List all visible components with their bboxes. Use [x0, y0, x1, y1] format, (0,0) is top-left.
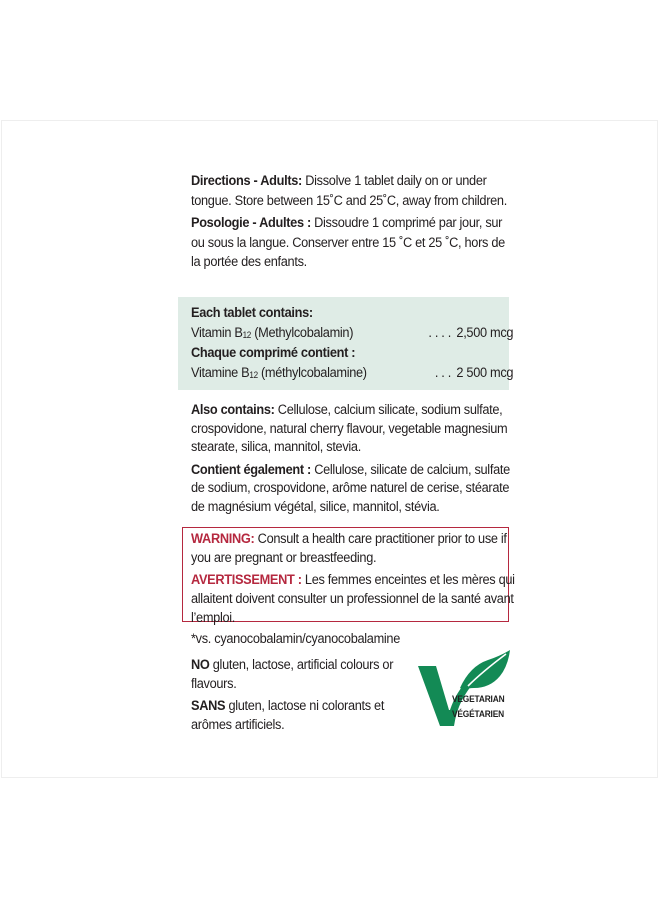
- directions-fr-heading: Posologie - Adultes :: [191, 215, 311, 231]
- warning-en-text: Consult a health care practitioner prior to use if you are pregnant or breastfeeding.: [191, 531, 507, 566]
- ingredient-en-dots: . . . .: [428, 324, 452, 341]
- warning-en-heading: WARNING:: [191, 531, 255, 547]
- contains-en-heading-text: Each tablet contains:: [191, 305, 313, 321]
- ingredient-en-prefix: Vitamin B: [191, 324, 243, 341]
- ingredient-row-en: [191, 324, 513, 345]
- also-contains-fr-text: Cellulose, silicate de calcium, sulfate de sodium, crospovidone, arôme naturel de cerise, stéarate de magnésium végétal, silice, mannitol, stévia.: [191, 461, 510, 515]
- free-from-fr: [191, 697, 425, 734]
- directions-fr: [191, 214, 515, 273]
- free-from-section: [191, 656, 398, 734]
- also-contains-en-text: Cellulose, calcium silicate, sodium sulfate, crospovidone, natural cherry flavour, vegetable magnesium stearate, silica, mannitol, stevia.: [191, 402, 508, 455]
- also-contains-en-heading: Also contains:: [191, 402, 275, 418]
- vegetarian-badge-text: [452, 692, 504, 722]
- directions-fr-text: Dissoudre 1 comprimé par jour, sur ou sous la langue. Conserver entre 15 ˚C et 25 ˚C, hors de la portée des enfants.: [191, 215, 505, 270]
- ingredient-fr-prefix: Vitamine B: [191, 364, 250, 381]
- contains-fr-heading: [191, 344, 515, 364]
- also-contains-fr-heading: Contient également :: [191, 461, 311, 478]
- ingredient-fr-amount: 2 500 mcg: [456, 364, 514, 381]
- directions-en-heading: Directions - Adults:: [191, 173, 302, 189]
- footnote: [191, 630, 479, 650]
- ingredient-fr-suffix: (méthylcobalamine): [257, 364, 367, 381]
- ingredient-fr-dots: . . .: [434, 364, 452, 381]
- footnote-text: *vs. cyanocobalamin/cyanocobalamine: [191, 631, 401, 647]
- warning-en: [191, 530, 515, 568]
- free-from-en: [191, 656, 425, 693]
- contains-fr-heading-text: Chaque comprimé contient :: [191, 345, 356, 361]
- warning-fr-text: Les femmes enceintes et les mères qui allaitent doivent consulter un professionnel de la santé avant l’emploi.: [191, 572, 515, 626]
- directions-en-text: Dissolve 1 tablet daily on or under tongue. Store between 15˚C and 25˚C, away from children.: [191, 173, 507, 209]
- ingredient-en-subscript: 12: [242, 329, 251, 340]
- free-from-fr-heading: SANS: [191, 698, 226, 714]
- ingredient-name-fr: [191, 364, 367, 385]
- ingredient-name-en: [191, 324, 353, 345]
- ingredient-en-suffix: (Methylcobalamin): [250, 324, 354, 341]
- vegetarian-label-en: VEGETARIAN: [452, 694, 505, 705]
- contains-en-heading: [191, 304, 515, 324]
- medicinal-ingredients-section: [191, 304, 514, 384]
- warning-section: [191, 530, 515, 628]
- ingredient-fr-subscript: 12: [249, 369, 258, 380]
- directions-en: [191, 172, 515, 211]
- also-contains-en: [191, 401, 515, 457]
- warning-fr-heading: AVERTISSEMENT :: [191, 572, 302, 588]
- ingredient-en-amount: 2,500 mcg: [456, 324, 514, 341]
- free-from-en-text: gluten, lactose, artificial colours or flavours.: [191, 657, 394, 692]
- free-from-fr-text: gluten, lactose ni colorants et arômes artificiels.: [191, 698, 385, 733]
- warning-fr: [191, 571, 515, 628]
- non-medicinal-ingredients-section: [191, 401, 510, 516]
- free-from-en-heading: NO: [191, 657, 210, 673]
- vegetarian-label-fr: VÉGÉTARIEN: [452, 709, 504, 720]
- ingredient-row-fr: [191, 364, 513, 385]
- directions-section: [191, 172, 507, 273]
- also-contains-fr: [191, 461, 515, 517]
